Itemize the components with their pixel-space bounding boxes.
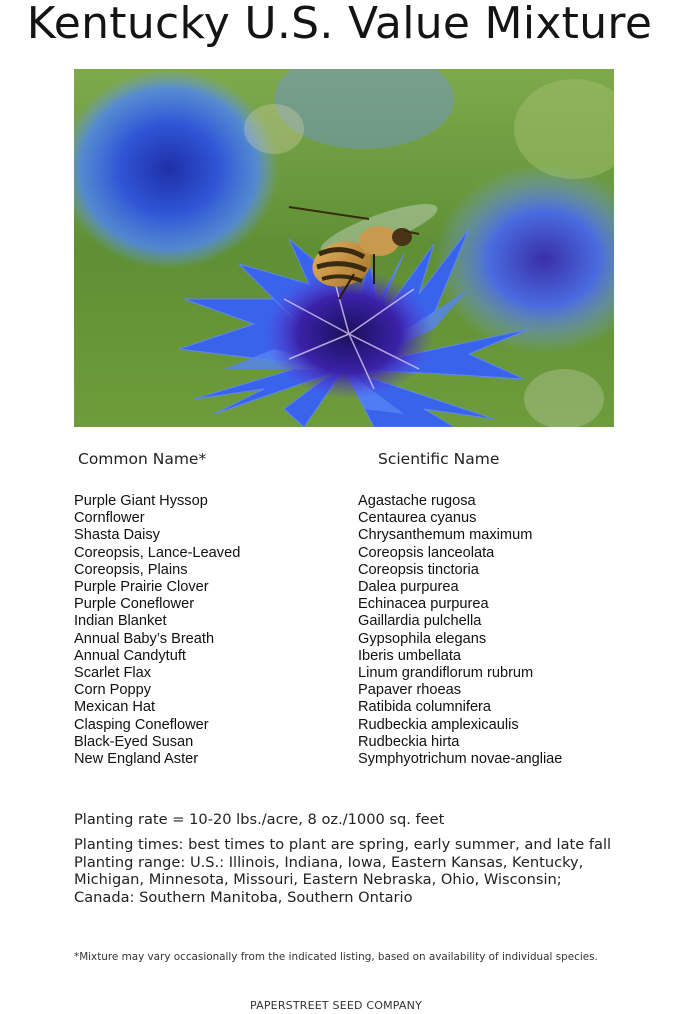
list-item: Corn Poppy bbox=[74, 682, 152, 699]
common-name-header: Common Name* bbox=[78, 450, 207, 468]
list-item: Agastache rugosa bbox=[358, 493, 476, 509]
list-item: Shasta Daisy bbox=[74, 527, 160, 544]
list-item: Indian Blanket bbox=[74, 613, 167, 630]
list-item: Clasping Coneflower bbox=[74, 716, 209, 733]
list-item: Coreopsis tinctoria bbox=[358, 561, 479, 578]
company-name: PAPERSTREET SEED COMPANY bbox=[249, 999, 423, 1012]
planting-rate: Planting rate = 10-20 lbs./acre, 8 oz./1000 sq. feet bbox=[74, 811, 445, 828]
list-item: Purple Coneflower bbox=[74, 596, 195, 613]
planting-details bbox=[74, 836, 664, 906]
list-item: Symphyotrichum novae-angliae bbox=[358, 751, 563, 768]
list-item: Iberis umbellata bbox=[358, 647, 462, 664]
list-item: Coreopsis, Lance-Leaved bbox=[74, 544, 241, 561]
list-item: Rudbeckia hirta bbox=[358, 733, 460, 750]
list-item: Ratibida columnifera bbox=[358, 699, 492, 716]
list-item: Coreopsis lanceolata bbox=[358, 544, 495, 561]
page-title: Kentucky U.S. Value Mixture bbox=[26, 0, 653, 49]
list-item: Purple Giant Hyssop bbox=[74, 493, 208, 509]
planting-times: Planting times: best times to plant are spring, early summer, and late fall bbox=[74, 836, 612, 853]
list-item: Linum grandiflorum rubrum bbox=[358, 665, 534, 682]
list-item: Mexican Hat bbox=[74, 699, 156, 716]
list-item: Cornflower bbox=[74, 510, 145, 527]
list-item: Papaver rhoeas bbox=[358, 682, 462, 699]
planting-range-line: Michigan, Minnesota, Missouri, Eastern Nebraska, Ohio, Wisconsin; bbox=[74, 871, 562, 888]
list-item: Echinacea purpurea bbox=[358, 596, 489, 613]
planting-range-line: Canada: Southern Manitoba, Southern Ontario bbox=[74, 888, 413, 906]
list-item: Rudbeckia amplexicaulis bbox=[358, 716, 519, 733]
common-name-list bbox=[74, 493, 240, 768]
list-item: Gaillardia pulchella bbox=[358, 613, 482, 630]
footnote: *Mixture may vary occasionally from the indicated listing, based on availability of individual species. bbox=[74, 951, 598, 963]
list-item: Annual Candytuft bbox=[74, 647, 186, 664]
list-item: Coreopsis, Plains bbox=[74, 561, 188, 578]
list-item: Annual Baby’s Breath bbox=[74, 630, 215, 647]
list-item: Centaurea cyanus bbox=[358, 510, 477, 527]
cornflower-bee-photo bbox=[74, 69, 614, 427]
scientific-name-header: Scientific Name bbox=[378, 450, 500, 468]
list-item: New England Aster bbox=[74, 751, 199, 768]
scientific-name-list bbox=[358, 493, 562, 768]
list-item: Scarlet Flax bbox=[74, 665, 152, 682]
list-item: Chrysanthemum maximum bbox=[358, 527, 533, 544]
list-item: Black-Eyed Susan bbox=[74, 733, 194, 750]
list-item: Gypsophila elegans bbox=[358, 630, 487, 647]
planting-range-line: Planting range: U.S.: Illinois, Indiana, Iowa, Eastern Kansas, Kentucky, bbox=[74, 853, 584, 871]
list-item: Dalea purpurea bbox=[358, 579, 459, 596]
list-item: Purple Prairie Clover bbox=[74, 579, 209, 596]
